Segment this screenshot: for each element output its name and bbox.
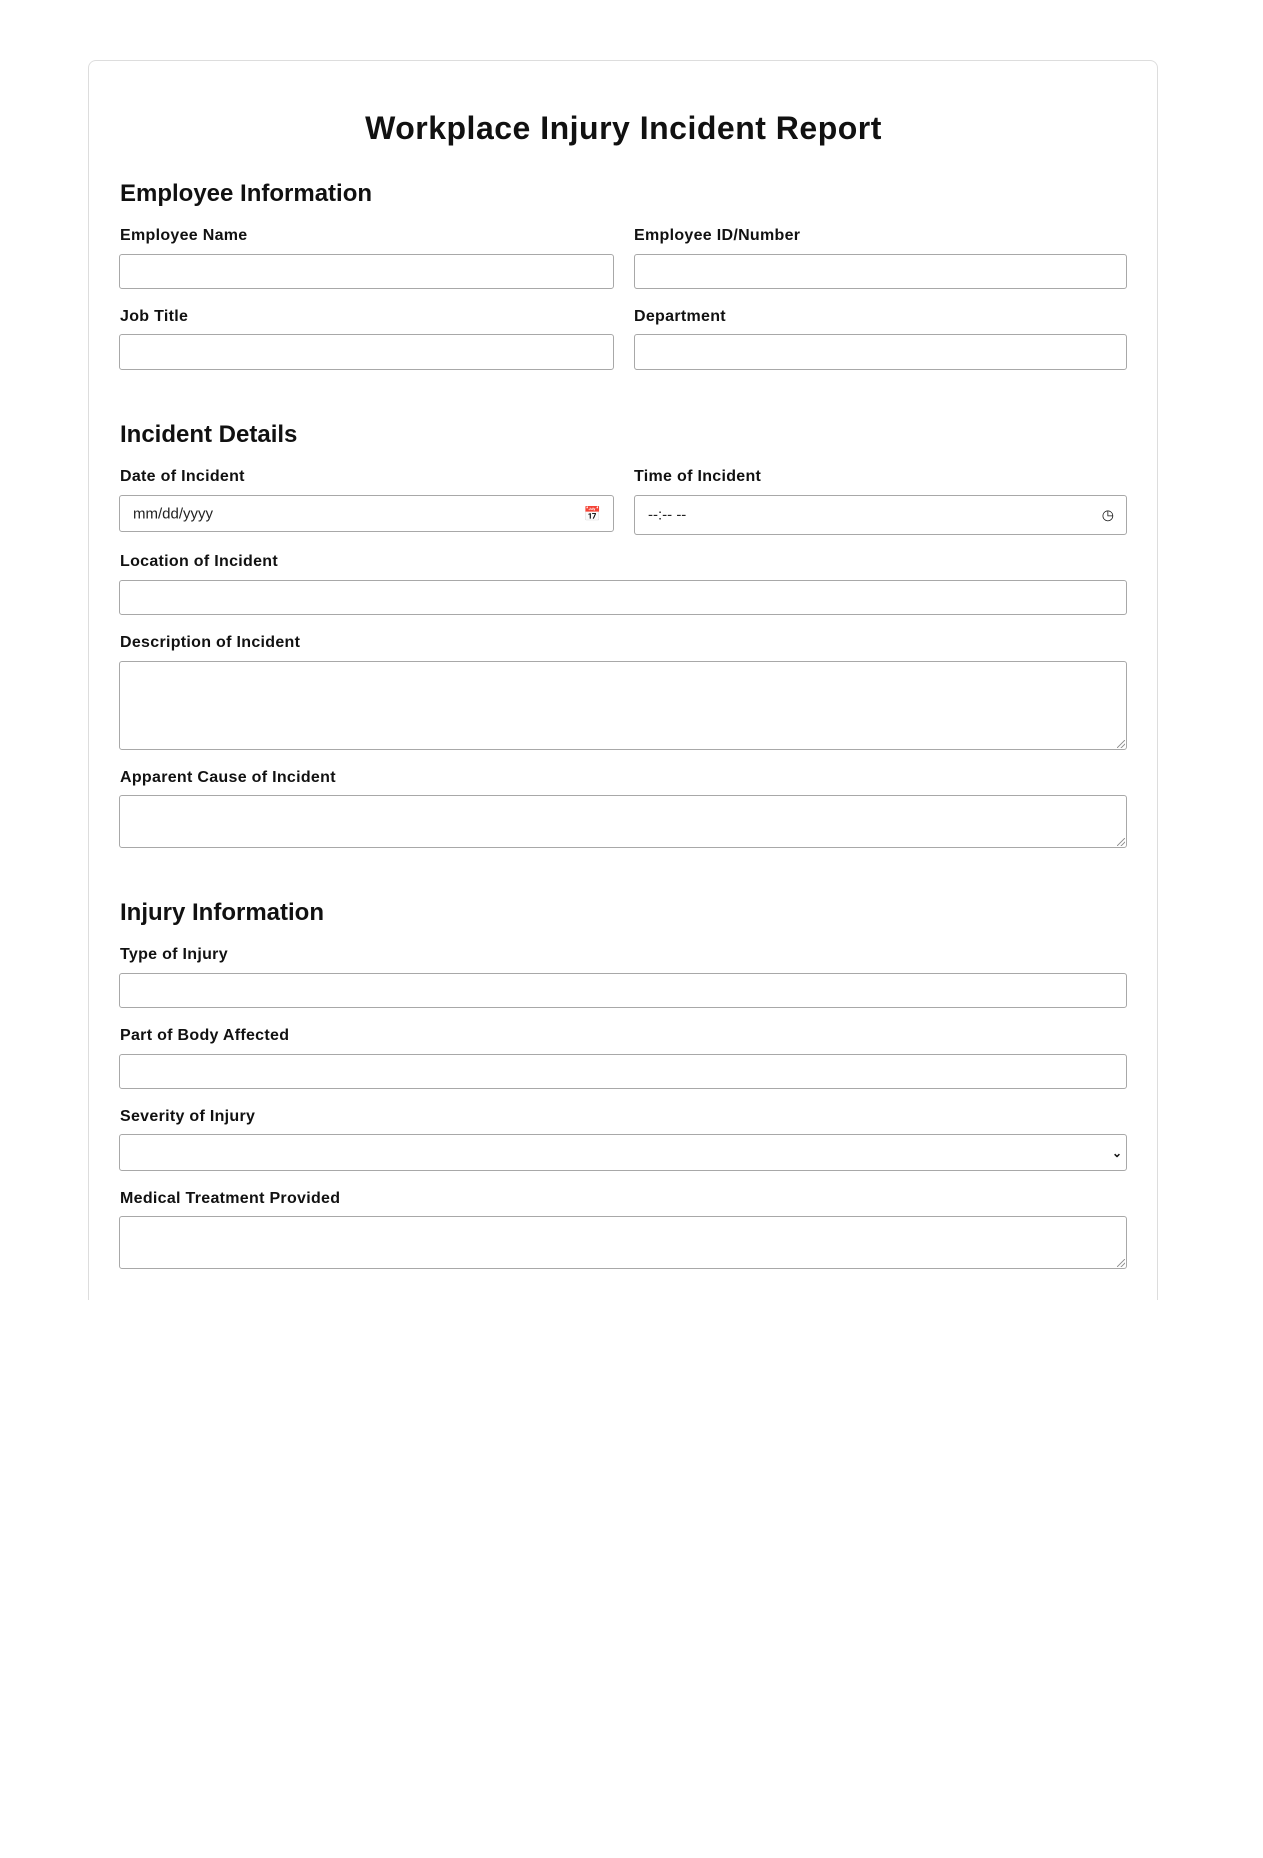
severity-select[interactable]: [119, 1134, 1127, 1171]
body-part-label: Part of Body Affected: [120, 1027, 290, 1044]
time-input[interactable]: [634, 495, 1127, 535]
injury-type-input[interactable]: [119, 973, 1127, 1008]
cause-label: Apparent Cause of Incident: [120, 769, 336, 786]
department-label: Department: [634, 308, 726, 325]
description-label: Description of Incident: [120, 634, 301, 651]
chevron-down-icon: ⌄: [1111, 1145, 1122, 1160]
section-heading-injury: Injury Information: [120, 899, 324, 926]
employee-name-label: Employee Name: [120, 227, 248, 244]
date-input[interactable]: [119, 495, 614, 532]
description-textarea[interactable]: [119, 661, 1127, 750]
job-title-input[interactable]: [119, 334, 614, 370]
department-input[interactable]: [634, 334, 1127, 370]
severity-label: Severity of Injury: [120, 1108, 256, 1125]
date-placeholder: mm/dd/yyyy: [133, 505, 214, 522]
treatment-textarea[interactable]: [119, 1216, 1127, 1269]
location-input[interactable]: [119, 580, 1127, 615]
resize-handle-icon[interactable]: [1117, 838, 1125, 846]
resize-handle-icon[interactable]: [1117, 740, 1125, 748]
section-heading-incident: Incident Details: [120, 421, 298, 448]
location-label: Location of Incident: [120, 553, 278, 570]
body-part-input[interactable]: [119, 1054, 1127, 1089]
page-title: Workplace Injury Incident Report: [365, 110, 882, 146]
employee-id-label: Employee ID/Number: [634, 227, 801, 244]
clock-icon[interactable]: ◷: [1101, 506, 1114, 523]
time-placeholder: --:-- --: [648, 506, 687, 524]
injury-type-label: Type of Injury: [120, 946, 228, 963]
calendar-icon[interactable]: 📅: [583, 505, 601, 521]
employee-name-input[interactable]: [119, 254, 614, 289]
section-heading-employee: Employee Information: [120, 180, 373, 207]
cause-textarea[interactable]: [119, 795, 1127, 848]
resize-handle-icon[interactable]: [1117, 1259, 1125, 1267]
job-title-label: Job Title: [120, 308, 189, 325]
employee-id-input[interactable]: [634, 254, 1127, 289]
treatment-label: Medical Treatment Provided: [120, 1190, 341, 1207]
time-label: Time of Incident: [634, 468, 762, 485]
date-label: Date of Incident: [120, 468, 245, 485]
